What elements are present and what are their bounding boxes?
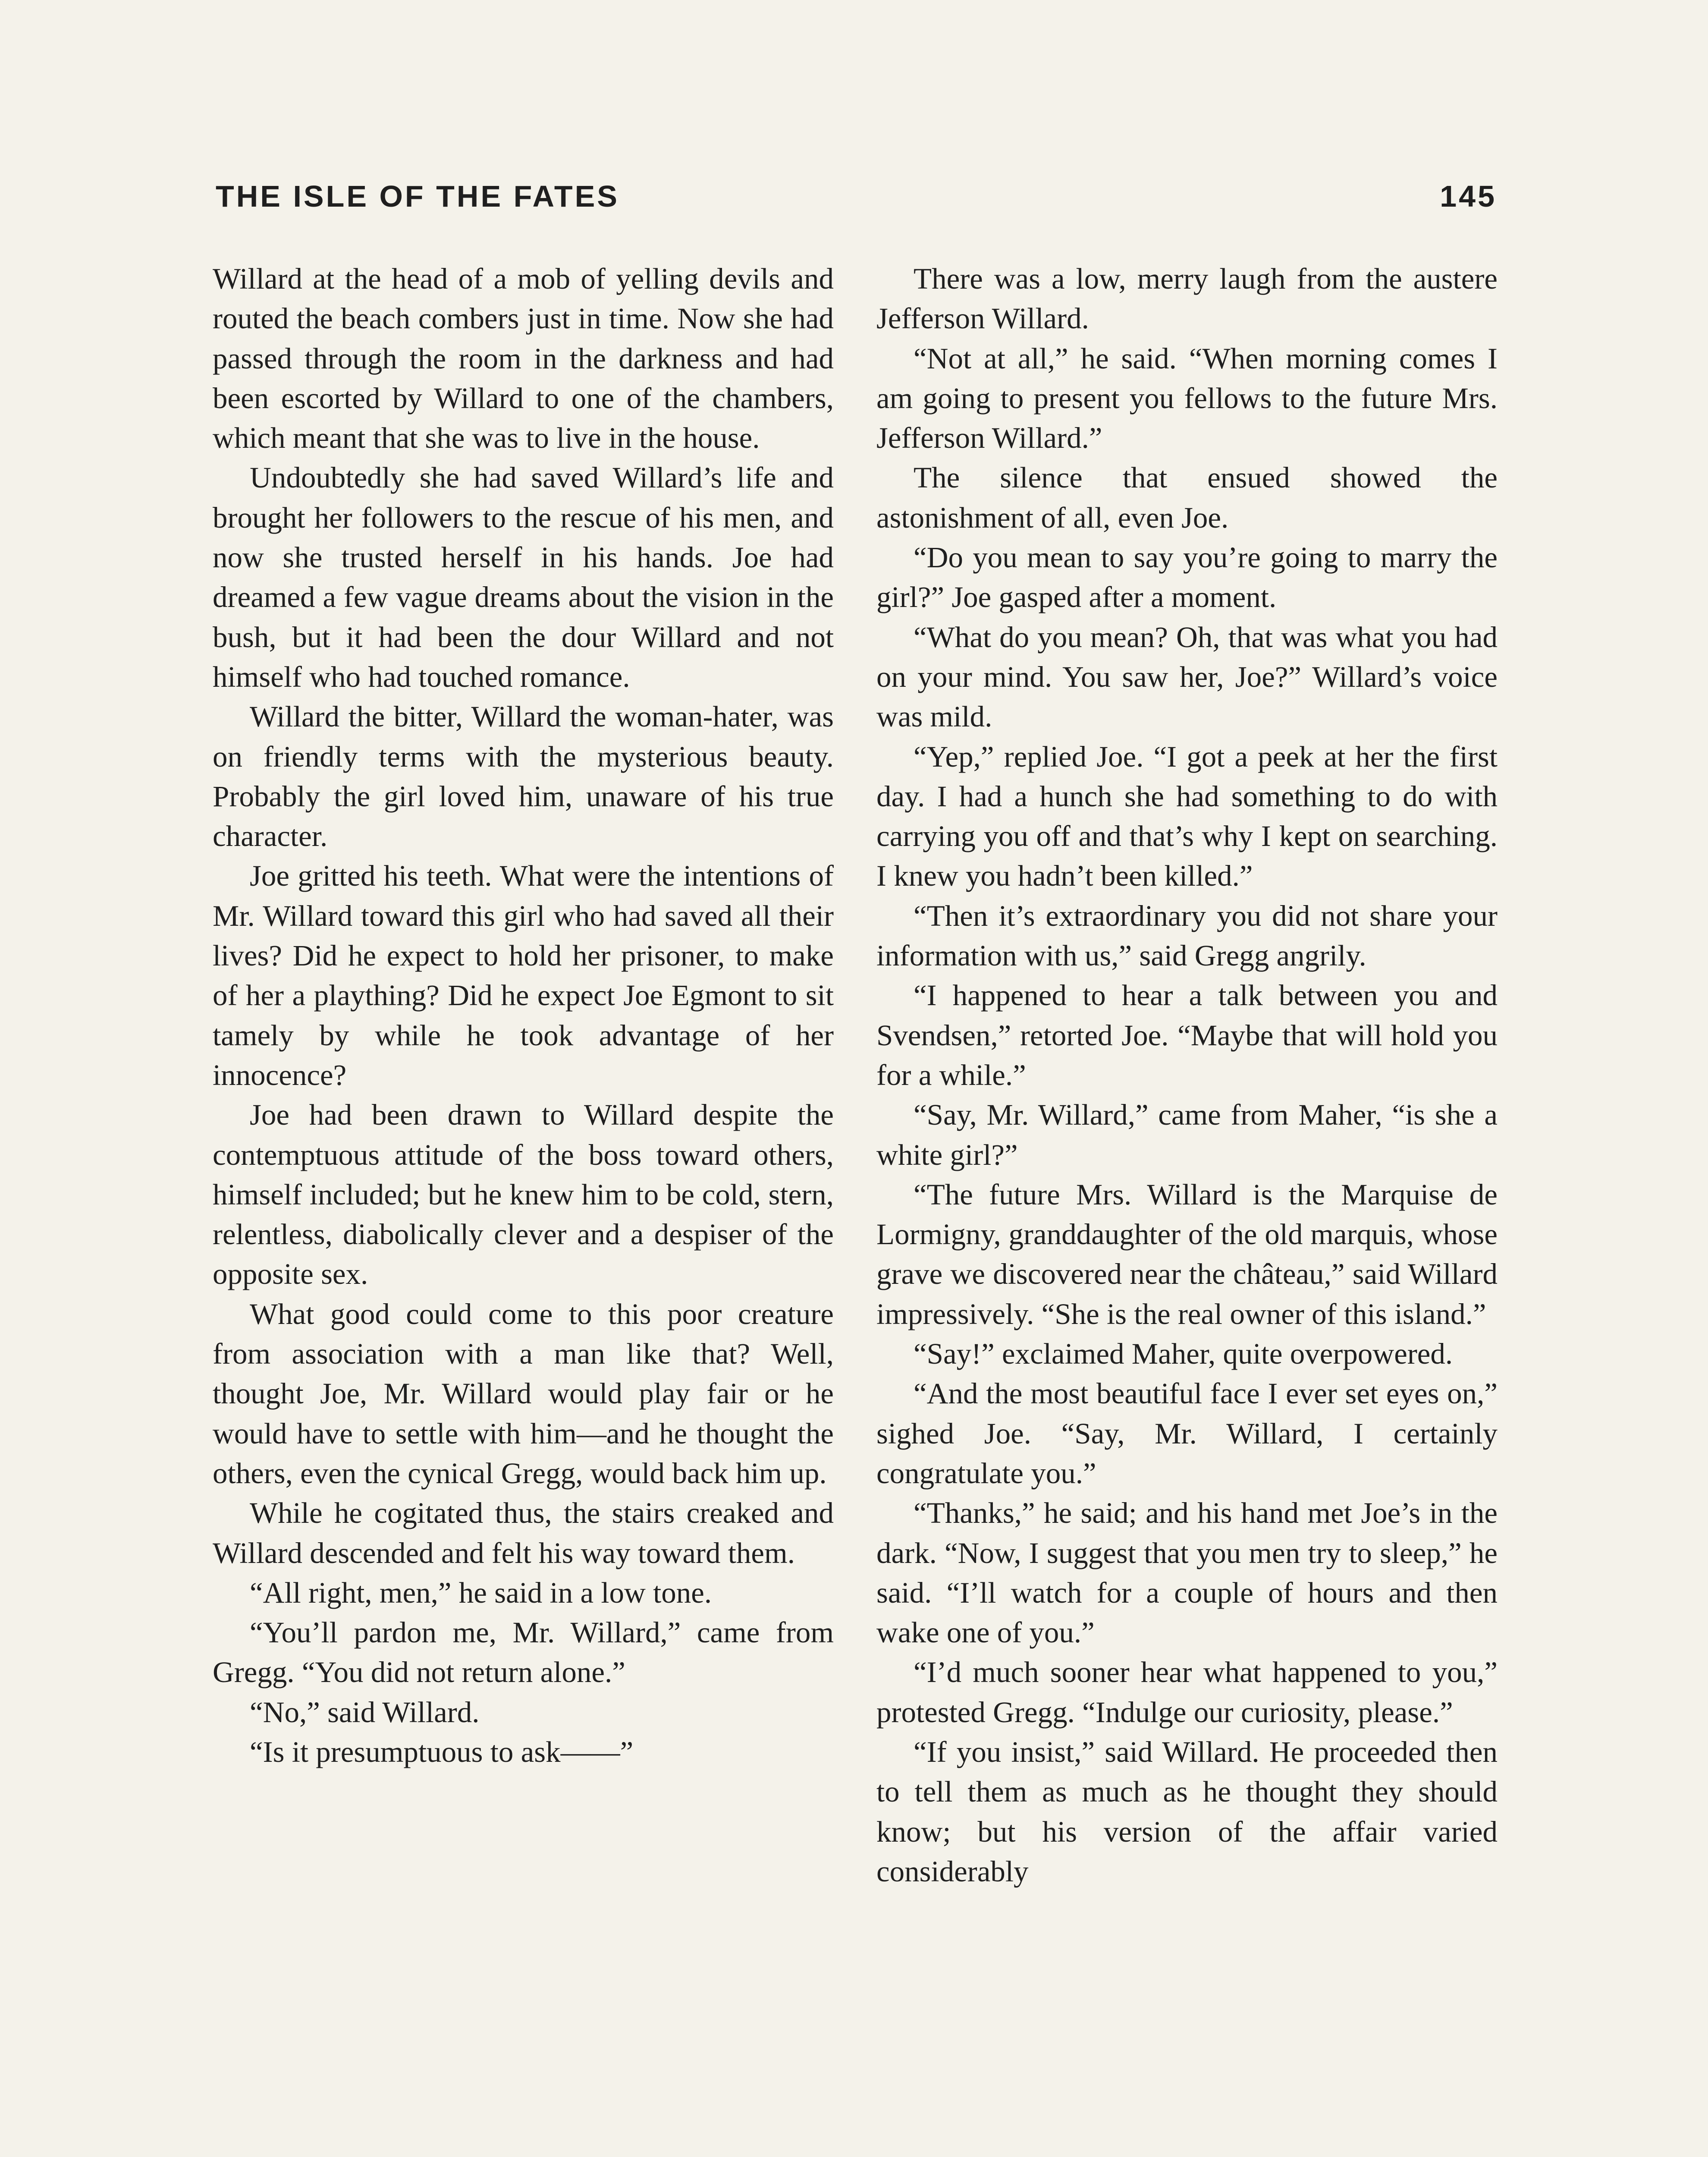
paragraph: “Then it’s extraordinary you did not share your information with us,” said Gregg angrily. xyxy=(876,899,1498,972)
paragraph: “You’ll pardon me, Mr. Willard,” came from Gregg. “You did not return alone.” xyxy=(213,1616,834,1689)
paragraph: “No,” said Willard. xyxy=(250,1695,480,1729)
paragraph: “I’d much sooner hear what happened to you,” protested Gregg. “Indulge our curiosity, please.” xyxy=(876,1656,1498,1729)
paragraph: “Say, Mr. Willard,” came from Maher, “is she a white girl?” xyxy=(876,1098,1498,1171)
paragraph: “I happened to hear a talk between you and Svendsen,” retorted Joe. “Maybe that will hold you for a while.” xyxy=(876,979,1498,1091)
paragraph: While he cogitated thus, the stairs creaked and Willard descended and felt his way toward them. xyxy=(213,1497,834,1569)
paragraph: Willard the bitter, Willard the woman-hater, was on friendly terms with the mysterious beauty. Probably the girl loved him, unaware of his true character. xyxy=(213,700,834,853)
paragraph: “Thanks,” he said; and his hand met Joe’s in the dark. “Now, I suggest that you men try to sleep,” he said. “I’ll watch for a couple of hours and then wake one of you.” xyxy=(876,1497,1498,1649)
paragraph: “If you insist,” said Willard. He proceeded then to tell them as much as he thought they should know; but his version of the affair varied considerably xyxy=(876,1735,1498,1888)
paragraph: “Not at all,” he said. “When morning comes I am going to present you fellows to the future Mrs. Jefferson Willard.” xyxy=(876,342,1498,455)
paragraph: “Is it presumptuous to ask——” xyxy=(250,1735,634,1768)
paragraph: “And the most beautiful face I ever set eyes on,” sighed Joe. “Say, Mr. Willard, I certainly congratulate you.” xyxy=(876,1377,1498,1490)
paragraph: The silence that ensued showed the astonishment of all, even Joe. xyxy=(876,461,1498,534)
paragraph: Joe had been drawn to Willard despite the contemptuous attitude of the boss toward others, himself included; but he knew him to be cold, stern, relentless, diabolically clever and a despiser of the opposite sex. xyxy=(213,1098,834,1291)
page-number: 145 xyxy=(1440,179,1497,213)
right-column xyxy=(876,259,1498,1891)
paragraph: “Yep,” replied Joe. “I got a peek at her the first day. I had a hunch she had something to do with carrying you off and that’s why I kept on searching. I knew you hadn’t been killed.” xyxy=(876,740,1498,893)
paragraph: Willard at the head of a mob of yelling devils and routed the beach combers just in time. Now she had passed through the room in the darkness and had been escorted by Willard to one of the chambers, which meant that she was to live in the house. xyxy=(213,262,834,455)
paragraph: Undoubtedly she had saved Willard’s life and brought her followers to the rescue of his men, and now she trusted herself in his hands. Joe had dreamed a few vague dreams about the vision in the bush, but it had been the dour Willard and not himself who had touched romance. xyxy=(213,461,834,693)
paragraph: Joe gritted his teeth. What were the intentions of Mr. Willard toward this girl who had saved all their lives? Did he expect to hold her prisoner, to make of her a plaything? Did he expect Joe Egmont to sit tamely by while he took advantage of her innocence? xyxy=(213,859,834,1091)
paragraph: There was a low, merry laugh from the austere Jefferson Willard. xyxy=(876,262,1498,335)
paragraph: “All right, men,” he said in a low tone. xyxy=(250,1576,712,1609)
paragraph: What good could come to this poor creature from association with a man like that? Well, thought Joe, Mr. Willard would play fair or he would have to settle with him—and he thought the others, even the cynical Gregg, would back him up. xyxy=(213,1297,834,1490)
paragraph: “What do you mean? Oh, that was what you had on your mind. You saw her, Joe?” Willard’s voice was mild. xyxy=(876,620,1498,733)
paragraph: “Do you mean to say you’re going to marry the girl?” Joe gasped after a moment. xyxy=(876,541,1498,614)
chapter-title: THE ISLE OF THE FATES xyxy=(216,179,619,213)
left-column xyxy=(213,259,834,1772)
running-head xyxy=(216,179,1497,226)
paragraph: “Say!” exclaimed Maher, quite overpowered. xyxy=(914,1337,1453,1371)
paragraph: “The future Mrs. Willard is the Marquise de Lormigny, granddaughter of the old marquis, whose grave we discovered near the château,” said Willard impressively. “She is the real owner of this island.” xyxy=(876,1178,1498,1330)
